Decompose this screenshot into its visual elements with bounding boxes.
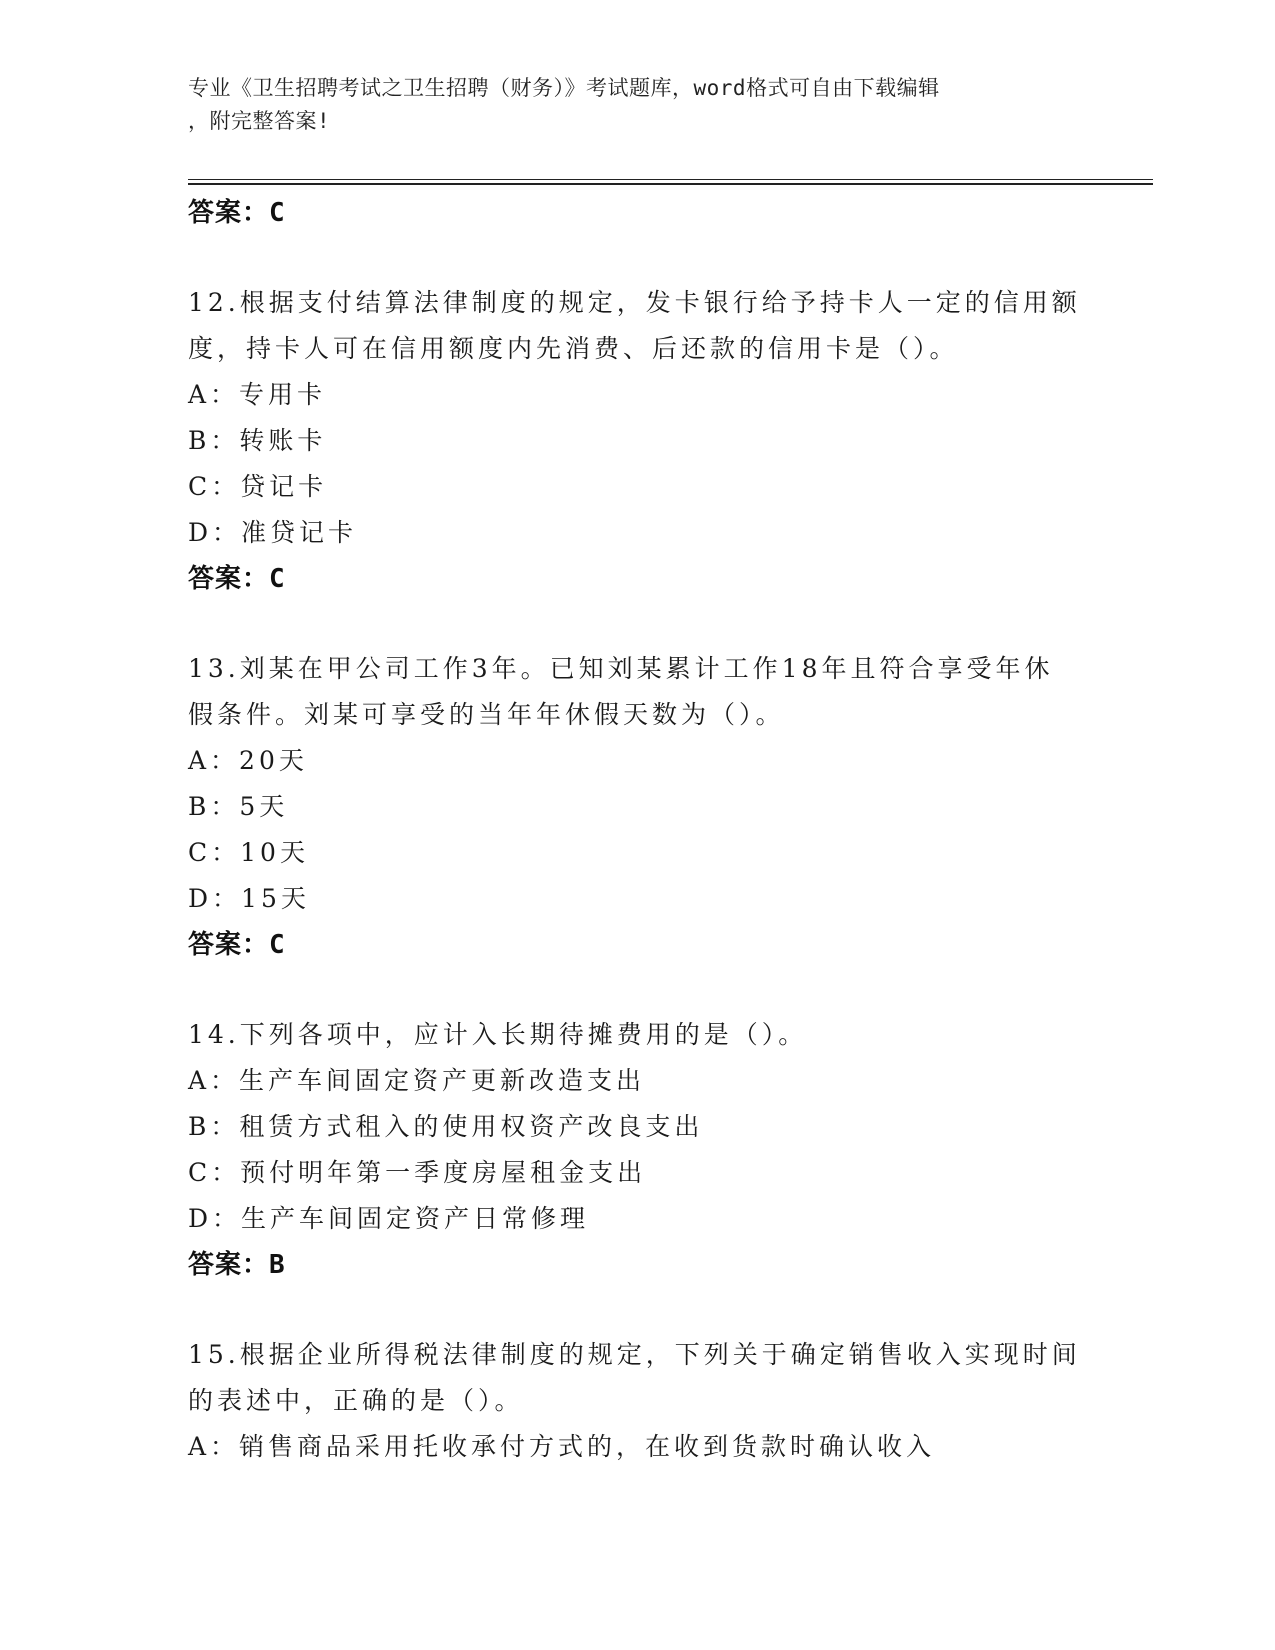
header-title-line-2: ，附完整答案! bbox=[188, 109, 331, 133]
option-b: B：5天 bbox=[188, 792, 289, 821]
question-stem: 度，持卡人可在信用额度内先消费、后还款的信用卡是（）。 bbox=[188, 334, 959, 363]
option-c: C：预付明年第一季度房屋租金支出 bbox=[188, 1158, 647, 1187]
document-header bbox=[188, 72, 1088, 138]
question-stem: 假条件。刘某可享受的当年年休假天数为（）。 bbox=[188, 700, 785, 729]
option-d: D：生产车间固定资产日常修理 bbox=[188, 1204, 590, 1233]
header-title-line-1: 专业《卫生招聘考试之卫生招聘（财务）》考试题库，word格式可自由下载编辑 bbox=[188, 76, 940, 100]
question-15 bbox=[188, 1332, 1088, 1470]
question-12 bbox=[188, 280, 1088, 602]
question-stem: 14.下列各项中，应计入长期待摊费用的是（）。 bbox=[188, 1020, 808, 1049]
question-14 bbox=[188, 1012, 1088, 1288]
answer-line: 答案：B bbox=[188, 1250, 286, 1280]
question-stem: 的表述中，正确的是（）。 bbox=[188, 1386, 524, 1415]
option-c: C：贷记卡 bbox=[188, 472, 328, 501]
option-b: B：转账卡 bbox=[188, 426, 327, 455]
spacer bbox=[188, 968, 1088, 1012]
spacer bbox=[188, 1288, 1088, 1332]
question-list bbox=[188, 190, 1088, 1470]
option-b: B：租赁方式租入的使用权资产改良支出 bbox=[188, 1112, 704, 1141]
option-c: C：10天 bbox=[188, 838, 309, 867]
option-a: A：20天 bbox=[188, 746, 308, 775]
option-a: A：生产车间固定资产更新改造支出 bbox=[188, 1066, 646, 1095]
question-13 bbox=[188, 646, 1088, 968]
spacer bbox=[188, 236, 1088, 280]
spacer bbox=[188, 602, 1088, 646]
answer-line: 答案：C bbox=[188, 564, 286, 594]
question-stem: 15.根据企业所得税法律制度的规定，下列关于确定销售收入实现时间 bbox=[188, 1340, 1081, 1369]
answer-line: 答案：C bbox=[188, 930, 286, 960]
question-stem: 12.根据支付结算法律制度的规定，发卡银行给予持卡人一定的信用额 bbox=[188, 288, 1081, 317]
option-d: D：15天 bbox=[188, 884, 310, 913]
option-a: A：专用卡 bbox=[188, 380, 327, 409]
option-a: A：销售商品采用托收承付方式的，在收到货款时确认收入 bbox=[188, 1432, 936, 1461]
question-stem: 13.刘某在甲公司工作3年。已知刘某累计工作18年且符合享受年休 bbox=[188, 654, 1054, 683]
answer-line: 答案：C bbox=[188, 198, 286, 228]
option-d: D：准贷记卡 bbox=[188, 518, 358, 547]
header-divider-thin bbox=[188, 179, 1153, 180]
header-divider-thick bbox=[188, 183, 1153, 185]
